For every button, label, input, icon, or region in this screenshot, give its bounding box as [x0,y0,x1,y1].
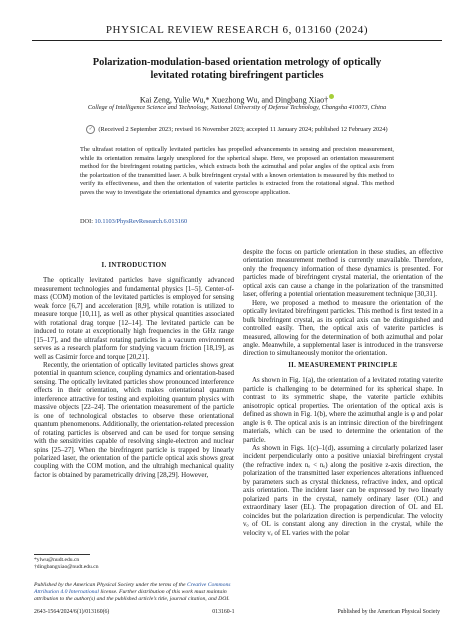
intro-paragraph-1: The optically levitated particles have significantly advanced measurement technologies and fundamental physics [1–5]. Center-of-mass (COM) motion of the levitated particles is employed for sensing weak force [6,7] and acceleration [8,9], while rotation is utilized to measure torque [10,11], as well as other physical quantities associated with rotational drag torque [12–14]. The levitated particle can be induced to rotate at exceptionally high frequencies in the GHz range [15–17], and the ultrafast rotating particles in a vacuum environment serves as a research platform for studying vacuum friction [18,19], as well as Casimir force and torque [20,21]. [34,276,234,361]
doi-line [80,218,187,225]
license-text-before: Published by the American Physical Society under the terms of the [34,582,187,588]
footer-page-number: 013160-1 [212,609,235,615]
orcid-icon[interactable] [329,94,334,99]
right-paragraph-2: Here, we proposed a method to measure the orientation of the optically levitated birefringent particles. This method is first tested in a bulk birefringent crystal, as its optical axis can be distinguished and controlled easily. Then, the optical axis of vaterite particles is measured, allowing for the determination of both azimuthal and polar angle. Meanwhile, a supplemental laser is introduced in the transverse direction to simultaneously monitor the orientation. [243,298,443,358]
right-paragraph-3: As shown in Fig. 1(a), the orientation of a levitated rotating vaterite particle is challenging to be determined for its spherical shape. In contrast to its symmetric shape, the vaterite particle exhibits anisotropic optical properties. The orientation of the optical axis is defined as shown in Fig. 1(b), where the azimuthal angle is φ and polar angle is θ. The optical axis is an intrinsic direction of the birefringent materials, which can be used to determine the orientation of the particle. [243,376,443,444]
right-paragraph-4: As shown in Figs. 1(c)–1(d), assuming a circularly polarized laser incident perpendicularly onto a positive uniaxial birefringent crystal (the refractive index nₑ < nₑ) along the positive z-axis direction, the polarization of the transmitted laser experiences alterations influenced by parameters such as crystal thickness, refractive index, and optical axis orientation. The incident laser can be expressed by two linearly polarized parts in the crystal, namely ordinary laser (OL) and extraordinary laser (EL). The propagation direction of OL and EL coincides but the polarization direction is perpendicular. The velocity vₒ of OL is constant along any direction in the crystal, while the velocity vₑ of EL varies with the polar [243,443,443,537]
doi-link[interactable]: 10.1103/PhysRevResearch.6.013160 [94,218,188,225]
check-for-updates-icon[interactable]: ✓ [86,125,95,134]
footer-issn: 2643-1564/2024/6(1)/013160(6) [34,609,110,615]
paper-title [60,56,414,82]
abstract: The ultrafast rotation of optically levitated particles has propelled advancements in sensing and precision measurement, while its orientation remains largely unexplored for the spherical shape. Here, we proposed an orientation measurement method for the birefringent rotating particles, which extracts both the azimuthal and polar angles of the optical axis from the polarization of the transmitted laser. A bulk birefringent crystal with a known orientation is measured by this method to verify its effectiveness, and then the orientation of vaterite particles is extracted from the rotational signal. This method paves the way to investigate the orientational dynamics and gyroscope application. [80,146,394,196]
doi-label: DOI: [80,218,93,225]
section-heading-measurement-principle: II. MEASUREMENT PRINCIPLE [288,361,398,369]
page-footer [34,609,440,615]
section-heading-introduction: I. INTRODUCTION [101,262,167,269]
header-divider [32,40,442,41]
affiliation: College of Intelligence Science and Technology, National University of Defense Technology, Changsha 410073, China [87,104,387,111]
license-link[interactable]: Creative Commons Attribution 4.0 International [34,582,231,596]
journal-header: PHYSICAL REVIEW RESEARCH 6, 013160 (2024) [105,24,369,36]
right-paragraph-1: despite the focus on particle orientation in these studies, an effective orientation measurement method is currently unavailable. Therefore, only the frequency information of these dynamics is presented. For particles made of birefringent crystal material, the orientation of the optical axis can cause a change in the polarization of the transmitted laser, offering a potential orientation measurement technique [30,31]. [243,248,443,299]
intro-paragraph-2: Recently, the orientation of optically levitated particles shows great potential in quantum science, coupling dynamics and orientation-based sensing. The optically levitated particles show pronounced interference effects in their orientation, which makes orientational quantum interference attractive for testing and exploiting quantum physics with massive objects [22–24]. The orientation measurement of the particle is one of technological obstacles to observe these orientational quantum phenomenons. Additionally, the orientation-related precession of rotating particles is observed and can be used for torque sensing with the sensitivities capable of resolving single-electron and nuclear spins [25–27]. When the birefringent particle is trapped by linearly polarized laser, the orientation of the particle optical axis shows great coupling with the COM motion, and the ultrahigh mechanical quality factor is obtained by parametrically driving [28,29]. However, [34,360,234,479]
footnotes [34,557,234,571]
license-text-after: license. Further distribution of this work must maintain attribution to the author(s) and the published article’s title, journal citation, and DOI. [34,589,230,603]
license-statement [34,582,234,604]
footnote-email-2[interactable]: †dingbangxiao@nudt.edu.cn [34,564,99,571]
authors-text: Kai Zeng, Yulie Wu,* Xuezhong Wu, and Dingbang Xiao† [139,95,329,105]
received-dates [40,125,434,134]
received-text: (Received 2 September 2023; revised 16 November 2023; accepted 11 January 2024; published 12 February 2024) [98,126,388,133]
footnote-email-1[interactable]: *ylwu@nudt.edu.cn [34,557,80,563]
title-line-1: Polarization-modulation-based orientation metrology of optically [92,57,382,68]
footer-publisher: Published by the American Physical Society [337,609,440,615]
right-column [243,248,443,537]
footnote-divider [34,554,90,555]
left-column [34,258,234,479]
title-line-2: levitated rotating birefringent particles [150,70,324,81]
